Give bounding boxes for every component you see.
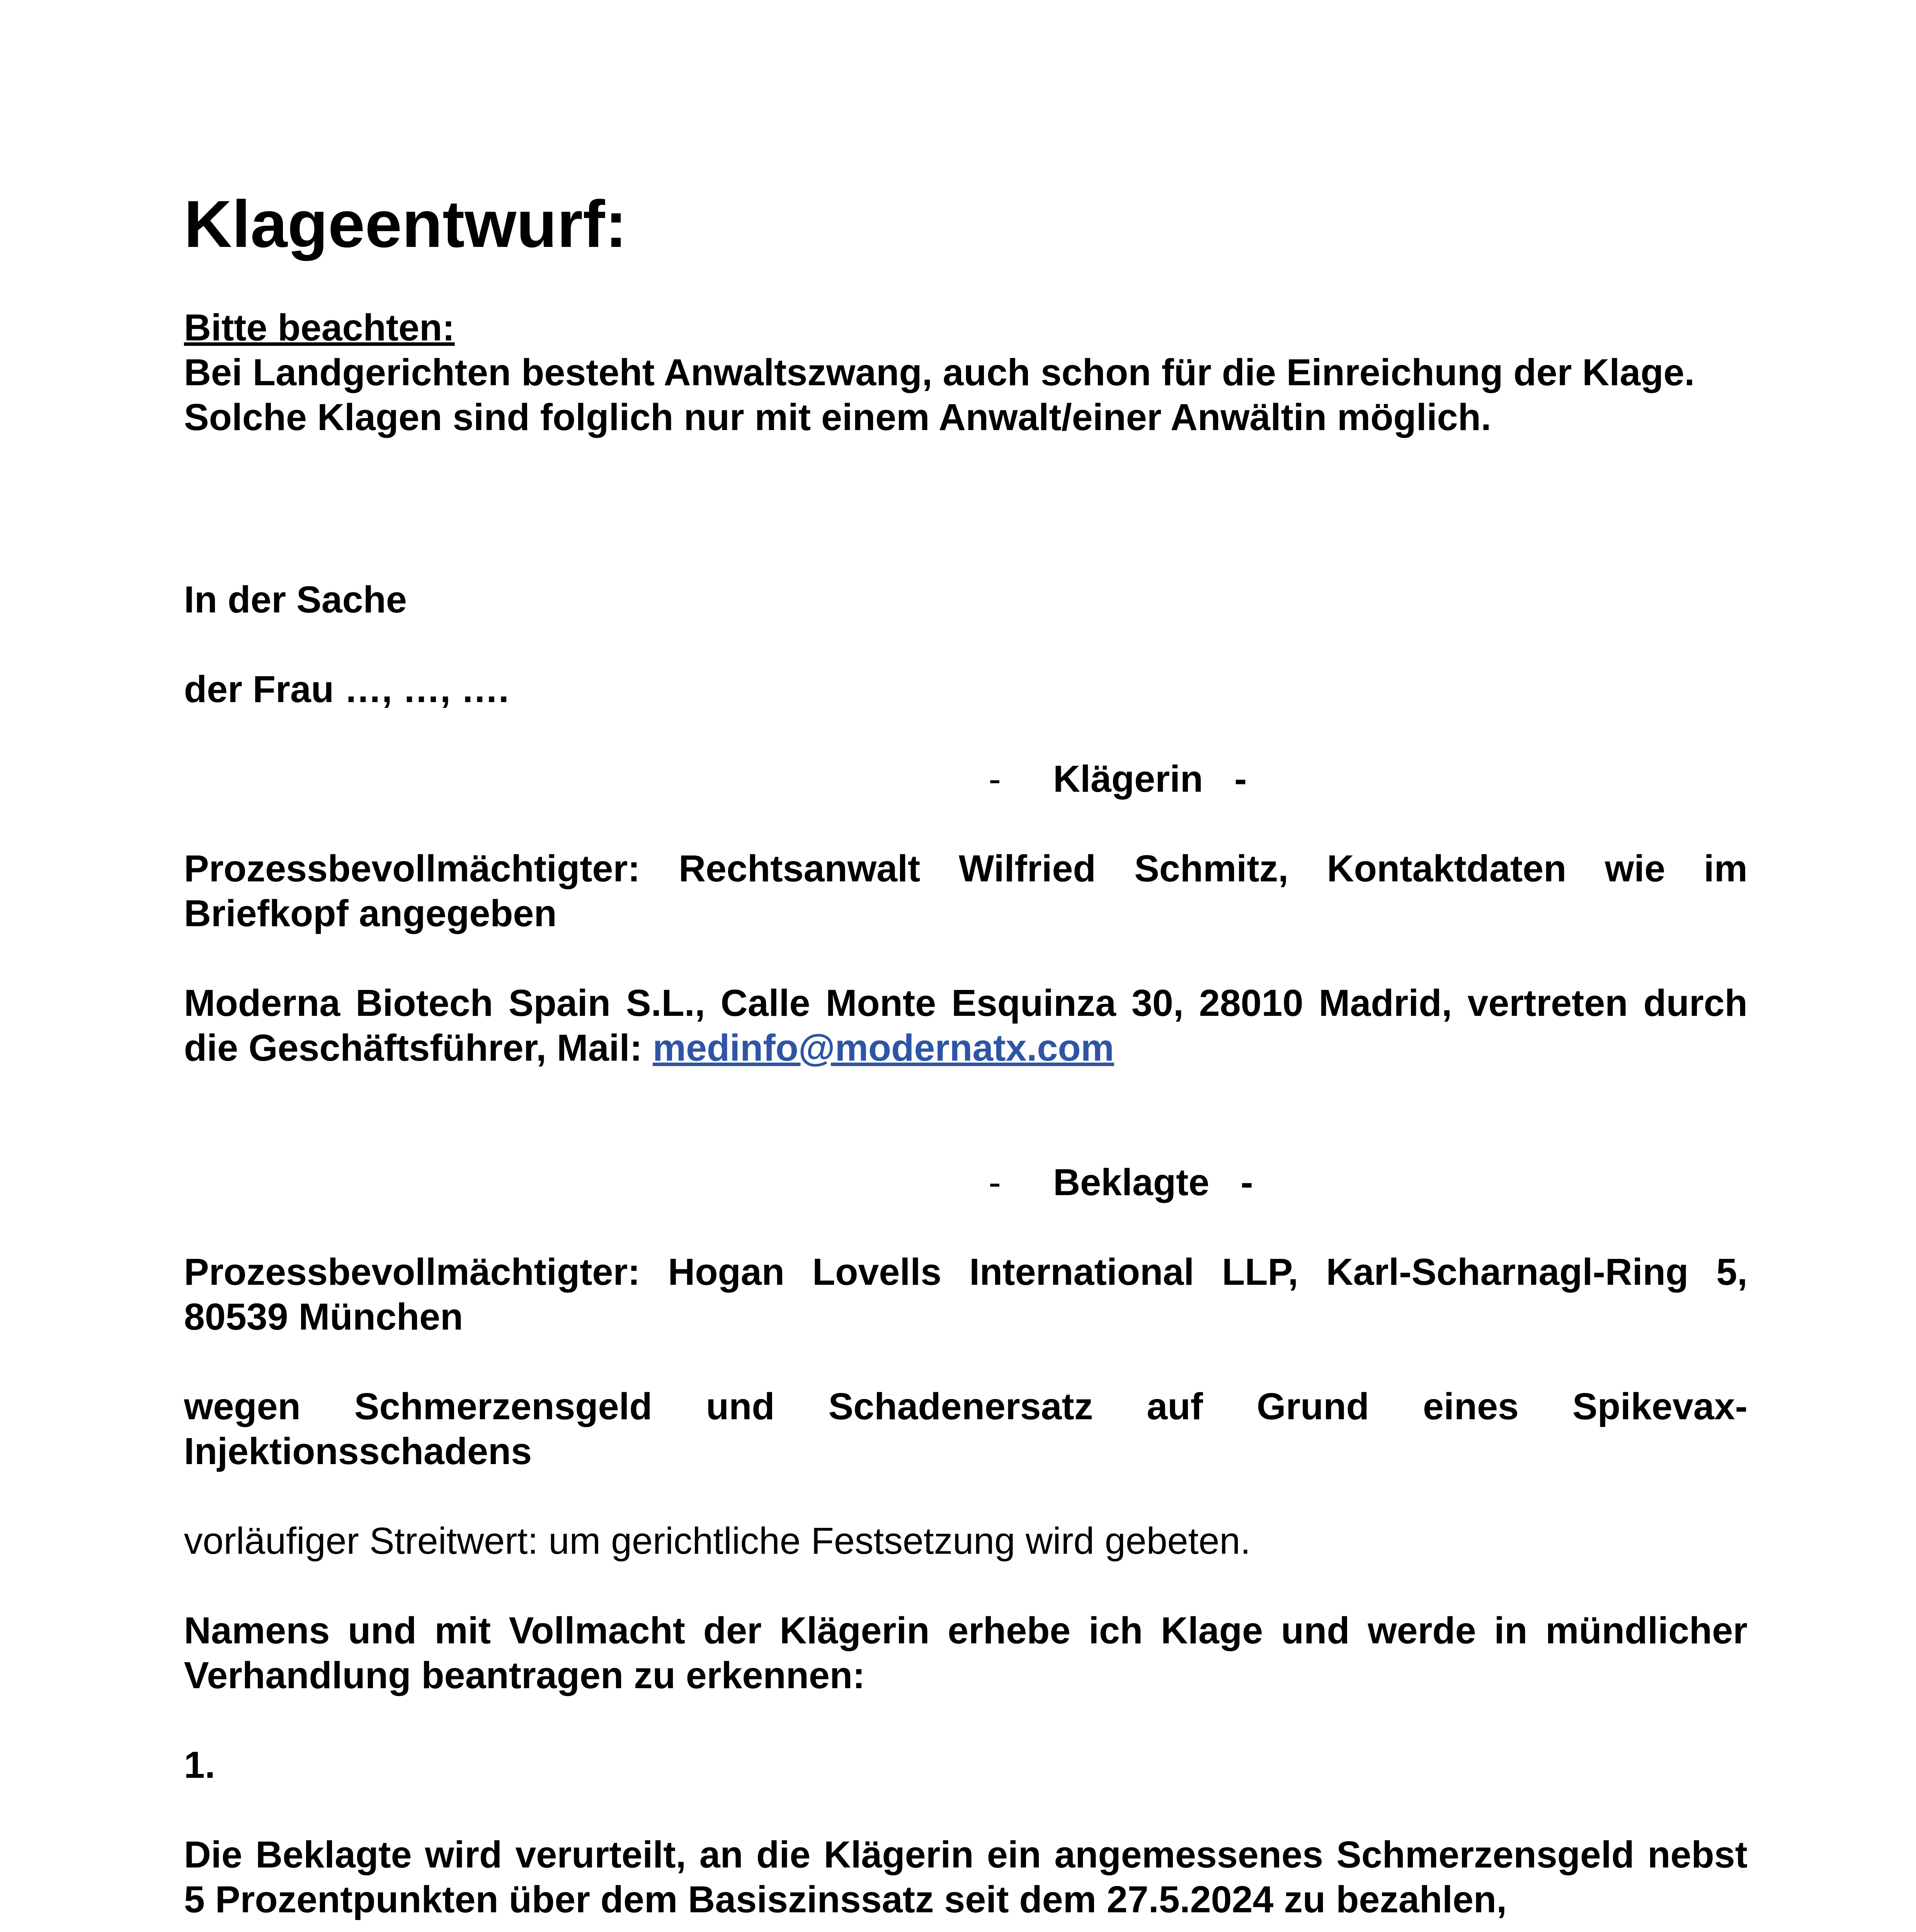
plaintiff-role: Klägerin — [1053, 758, 1203, 800]
defendant-address — [184, 981, 1748, 1070]
document-title: Klageentwurf: — [184, 187, 627, 261]
plaintiff-role-dash-left: - — [989, 758, 1001, 800]
notice-line-1: Bei Landgerichten besteht Anwaltszwang, auch schon für die Einreichung der Klage. — [184, 351, 1695, 393]
defendant-role: Beklagte — [1053, 1161, 1210, 1203]
plaintiff-role-dash-right: - — [1234, 758, 1247, 800]
defendant-email-link[interactable]: medinfo@modernatx.com — [652, 1027, 1114, 1069]
defendant-address-text: Moderna Biotech Spain S.L., Calle Monte Esquinza 30, 28010 Madrid, vertreten durch die Geschäftsführer, Mail: — [184, 982, 1748, 1069]
claim-text: Die Beklagte wird verurteilt, an die Klägerin ein angemessenes Schmerzensgeld nebst 5 Prozentpunkten über dem Basiszinssatz seit dem 27.5.2024 zu bezahlen, — [184, 1833, 1748, 1920]
notice-heading: Bitte beachten: — [184, 306, 455, 349]
notice-block — [184, 305, 1748, 440]
plaintiff-name: der Frau …, …, …. — [184, 668, 509, 710]
motion-intro: Namens und mit Vollmacht der Klägerin erhebe ich Klage und werde in mündlicher Verhandlung beantragen zu erkennen: — [184, 1609, 1748, 1696]
defendant-role-dash-right: - — [1240, 1161, 1253, 1203]
claim-number: 1. — [184, 1744, 215, 1786]
subject-line: wegen Schmerzensgeld und Schadenersatz auf Grund eines Spikevax-Injektionsschadens — [184, 1385, 1748, 1472]
case-intro: In der Sache — [184, 578, 407, 621]
defendant-counsel: Prozessbevollmächtigter: Hogan Lovells International LLP, Karl-Scharnagl-Ring 5, 80539 München — [184, 1251, 1748, 1338]
defendant-role-dash-left: - — [989, 1161, 1001, 1203]
notice-line-2: Solche Klagen sind folglich nur mit einem Anwalt/einer Anwältin möglich. — [184, 396, 1491, 438]
streitwert-line: vorläufiger Streitwert: um gerichtliche Festsetzung wird gebeten. — [184, 1520, 1251, 1562]
plaintiff-role-line — [989, 757, 1247, 801]
defendant-role-line — [989, 1160, 1253, 1205]
plaintiff-counsel: Prozessbevollmächtigter: Rechtsanwalt Wilfried Schmitz, Kontaktdaten wie im Briefkopf angegeben — [184, 847, 1748, 934]
